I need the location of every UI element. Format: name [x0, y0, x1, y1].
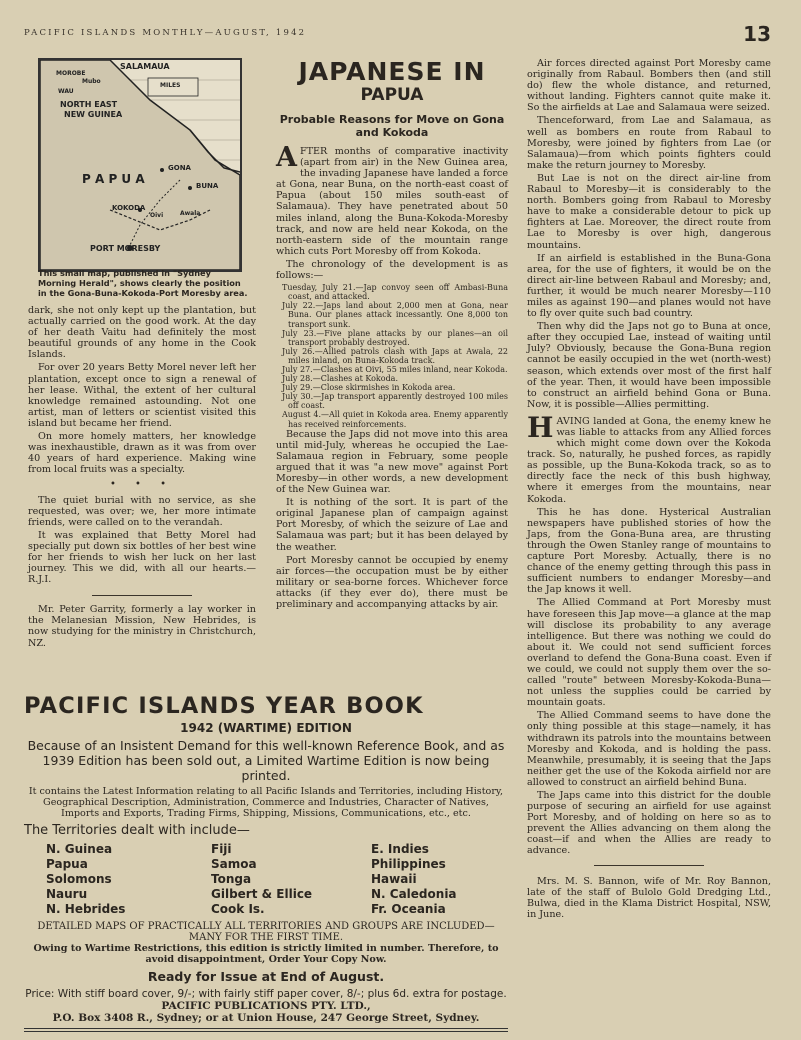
running-header: PACIFIC ISLANDS MONTHLY—AUGUST, 1942: [24, 28, 307, 38]
year-book-advert: [24, 693, 508, 1032]
advert-restrictions: Owing to Wartime Restrictions, this edition is strictly limited in number. Therefore, to avoid disappointment, Order Your Copy Now.: [33, 943, 499, 965]
map-label-wau: WAU: [58, 88, 74, 95]
map-label-morobe: MOROBE: [56, 70, 86, 77]
chronology-item: Tuesday, July 21.—Jap convoy seen off Ambasi-Buna coast, and attacked.: [282, 283, 508, 302]
chronology-item: July 28.—Clashes at Kokoda.: [282, 374, 398, 384]
divider: [92, 595, 192, 596]
advert-title: PACIFIC ISLANDS YEAR BOOK: [24, 693, 424, 719]
map-label-port-moresby: PORT MORESBY: [90, 244, 161, 253]
map-label-mubo: Mubo: [82, 78, 101, 85]
right-paragraph: The Allied Command at Port Moresby must have foreseen this Jap move—a glance at the map will disclose its probability to any average intelligence. But there was nothing we could do about it. We could not send sufficient forces overland to defend the Gona-Buna coast. Even if we could, we could not supply them over the so-called "route" between Moresby-Kokoda-Buna—not unless the supplies could be carried by mountain goats.: [527, 597, 771, 709]
map-label-gona: GONA: [168, 164, 191, 172]
chronology-item: July 29.—Close skirmishes in Kokoda area.: [282, 383, 456, 393]
map-label-buna: BUNA: [196, 182, 219, 190]
advert-ready: Ready for Issue at End of August.: [147, 969, 385, 984]
territory: N. Caledonia: [371, 887, 457, 901]
map-label-papua: P A P U A: [82, 172, 145, 186]
territory: N. Hebrides: [46, 902, 126, 916]
chronology-item: August 4.—All quiet in Kokoda area. Enemy apparently has received reinforcements.: [282, 410, 508, 429]
garrity-note: Mr. Peter Garrity, formerly a lay worker in the Melanesian Mission, New Hebrides, is now studying for the ministry in Christchurch, NZ.: [28, 604, 256, 649]
right-column: [527, 58, 771, 922]
right-paragraph: If an airfield is established in the Buna-Gona area, for the use of fighters, it would be on the direct air-line between Rabaul and Moresby; and, further, it would be much nearer Moresby—110 miles as against 190—and planes would not have to fly over quite such bad country.: [527, 252, 771, 320]
map-label-north-east: NORTH EAST: [60, 100, 118, 109]
territory: Nauru: [46, 887, 88, 901]
article-subtitle: Probable Reasons for Move on Gona and Kokoda: [279, 113, 505, 139]
chronology-item: July 30.—Jap transport apparently destroyed 100 miles off coast.: [282, 392, 508, 411]
left-paragraph: On more homely matters, her knowledge was inexhaustible, drawn as it was from over 40 years of hard experience. Making wine from local fruits was a specialty.: [28, 431, 256, 476]
right-paragraph: Thenceforward, from Lae and Salamaua, as well as bombers en route from Rabaul to Moresby, were joined by fighters from Lae (or Salamaua)—from which points fighters could make the return journey to Moresby.: [527, 115, 771, 171]
advert-bottom-rule: [24, 1028, 508, 1032]
territory: Hawaii: [371, 872, 417, 886]
map-label-new-guinea: NEW GUINEA: [64, 110, 123, 119]
chronology-list: [282, 283, 508, 429]
right-paragraph: Air forces directed against Port Moresby came originally from Rabaul. Bombers then (and still do) flew the whole distance, and returned, without landing. Fighters cannot quite make it. So the airfields at Lae and Salamaua were seized.: [527, 58, 771, 114]
left-column: [28, 305, 256, 651]
territory: Solomons: [46, 872, 112, 886]
territories-heading: The Territories dealt with include—: [24, 823, 250, 838]
article-paragraph: It is nothing of the sort. It is part of the original Japanese plan of campaign against Port Moresby, of which the seizure of Lae and Salamaua was part; but it has been delayed by the weather.: [276, 497, 508, 553]
territory: N. Guinea: [46, 842, 113, 856]
article-title: JAPANESE IN: [298, 57, 486, 86]
territory: Gilbert & Ellice: [211, 887, 313, 901]
article-paragraph: Because the Japs did not move into this area until mid-July, whereas he occupied the Lae-Salamaua region in February, some people argued that it was "a new move" against Port Moresby—in other words, a new development of the New Guinea war.: [276, 428, 508, 496]
territory: Papua: [46, 857, 88, 871]
left-paragraph: The quiet burial with no service, as she requested, was over; we, her more intimate friends, were called on to the verandah.: [28, 494, 256, 528]
article-paragraph: Port Moresby cannot be occupied by enemy air forces—the occupation must be by either military or sea-borne forces. Whichever force attacks (if they ever do), there must be preliminary and accompanying attacks by air.: [276, 554, 508, 611]
chronology-intro: The chronology of the development is as follows:—: [276, 258, 508, 282]
advert-publisher: PACIFIC PUBLICATIONS PTY. LTD.,: [161, 1000, 371, 1012]
map-label-miles: MILES: [160, 82, 181, 89]
chronology-item: July 26.—Allied patrols clash with Japs at Awala, 22 miles inland, on Buna-Kokoda track.: [282, 346, 508, 365]
right-paragraph: Then why did the Japs not go to Buna at once, after they occupied Lae, instead of waiting until July? Obviously, because the Gona-Buna region cannot be easily occupied in the wet (north-west) season, which extends over most of the first half of the year. Then, it would have been impossible to construct an airfield behind Gona or Buna. Now, it is possible—Allies permitting.: [527, 321, 771, 410]
papua-map: [38, 58, 242, 272]
section-dots: • • •: [109, 479, 175, 491]
advert-contents: It contains the Latest Information relating to all Pacific Islands and Territories, including History, Geographical Description, Administration, Commerce and Industries, Character of Natives, Imports and Exports, Trading Firms, Shipping, Missions, Communications, etc., etc.: [28, 786, 504, 819]
map-label-oivi: Oivi: [150, 212, 164, 219]
territory: Samoa: [211, 857, 257, 871]
territory: Fiji: [211, 842, 232, 856]
left-paragraph: It was explained that Betty Morel had specially put down six bottles of her best wine for her friends to wish her luck on her last journey. This we did, with all our hearts.—R.J.I.: [28, 529, 256, 586]
drop-cap: A: [276, 142, 297, 173]
territory: Cook Is.: [211, 902, 265, 916]
right-paragraph: The Japs came into this district for the double purpose of securing an airfield for use against Port Moresby, and of holding on here so as to prevent the Allies advancing on them along the coast—if and when the Allies are ready to advance.: [527, 790, 771, 857]
territory: Tonga: [211, 872, 252, 886]
territory: Philippines: [371, 857, 446, 871]
chronology-item: July 23.—Five plane attacks by our planes—an oil transport probably destroyed.: [282, 328, 508, 347]
left-paragraph: dark, she not only kept up the plantation, but actually carried on the good work. At the day of her death Vaitu had definitely the most beautiful grounds of any home in the Cook Islands.: [28, 305, 256, 361]
right-paragraph: The Allied Command seems to have done the only thing possible at this stage—namely, it has withdrawn its patrols into the mountains between Moresby and Kokoda, and is holding the pass. Meanwhile, presumably, it is seeing that the Japs neither get the use of the Kokoda airfield nor are allowed to construct an airfield behind Buna.: [527, 710, 771, 788]
territory: E. Indies: [371, 842, 429, 856]
advert-address: P.O. Box 3408 R., Sydney; or at Union House, 247 George Street, Sydney.: [52, 1012, 480, 1024]
drop-cap-h: H: [527, 410, 554, 444]
article-title-line2: PAPUA: [360, 85, 424, 105]
having-paragraph: AVING landed at Gona, the enemy knew he was liable to attacks from any Allied forces which might come down over the Kokoda track. So, naturally, he pushed forces, as rapidly as possible, up the Buna-Kokoda track, so as to directly face the neck of this bush highway, where it emerges from the mountains, near Kokoda.: [527, 415, 771, 505]
chronology-item: July 22.—Japs land about 2,000 men at Gona, near Buna. Our planes attack incessantly. One 8,000 ton transport sunk.: [282, 301, 508, 329]
map-label-awala: Awala: [180, 210, 201, 217]
chronology-item: July 27.—Clashes at Oivi, 55 miles inland, near Kokoda.: [282, 364, 508, 374]
map-label-kokoda: KOKODA: [112, 204, 146, 212]
territory: Fr. Oceania: [371, 902, 446, 916]
left-paragraph: For over 20 years Betty Morel never left her plantation, except once to sign a renewal of her lease. Withal, the extent of her cultural knowledge remained astounding. Not one artist, man of letters or scientist visited this island but became her friend.: [28, 362, 256, 429]
advert-price: Price: With stiff board cover, 9/-; with fairly stiff paper cover, 8/-; plus 6d. extra for postage.: [25, 988, 507, 1000]
territories-grid: [46, 842, 508, 917]
advert-edition: 1942 (WARTIME) EDITION: [180, 721, 352, 735]
map-label-salamaua: SALAMAUA: [120, 62, 170, 71]
right-paragraph: But Lae is not on the direct air-line from Rabaul to Moresby—it is considerably to the north. Bombers going from Rabaul to Moresby have to make a considerable detour to pick up fighters at Lae. Moreover, the direct route from Lae to Moresby is over high, dangerous mountains.: [527, 172, 771, 251]
advert-maps: DETAILED MAPS OF PRACTICALLY ALL TERRITORIES AND GROUPS ARE INCLUDED—MANY FOR THE FIRST TIME.: [37, 921, 495, 943]
map-caption: This small map, published in "Sydney Morning Herald", shows clearly the position in the Gona-Buna-Kokoda-Port Moresby area.: [38, 268, 248, 298]
bannon-note: Mrs. M. S. Bannon, wife of Mr. Roy Bannon, late of the staff of Bulolo Gold Dredging Ltd., Bulwa, died in the Klama District Hospital, NSW, in June.: [527, 875, 771, 920]
right-paragraph: This he has done. Hysterical Australian newspapers have published stories of how the Japs, from the Gona-Buna area, are thrusting through the Owen Stanley range of mountains to capture Port Moresby. Actually, there is no chance of the enemy getting through this pass in sufficient numbers to endanger Moresby—and the Jap knows it well.: [527, 506, 771, 596]
article-intro: FTER months of comparative inactivity (apart from air) in the New Guinea area, the invading Japanese have landed a force at Gona, near Buna, on the north-east coast of Papua (about 150 miles south-east of Salamaua). They have penetrated about 50 miles inland, along the Buna-Kokoda-Moresby track, and now are held near Kokoda, on the north-eastern side of the mountain range which cuts Port Moresby off from Kokoda.: [276, 146, 508, 257]
page-number: 13: [743, 22, 771, 46]
advert-lead: Because of an Insistent Demand for this well-known Reference Book, and as 1939 Edition has been sold out, a Limited Wartime Edition is now being printed.: [27, 738, 505, 783]
article-column: [276, 58, 508, 612]
divider: [594, 865, 704, 866]
